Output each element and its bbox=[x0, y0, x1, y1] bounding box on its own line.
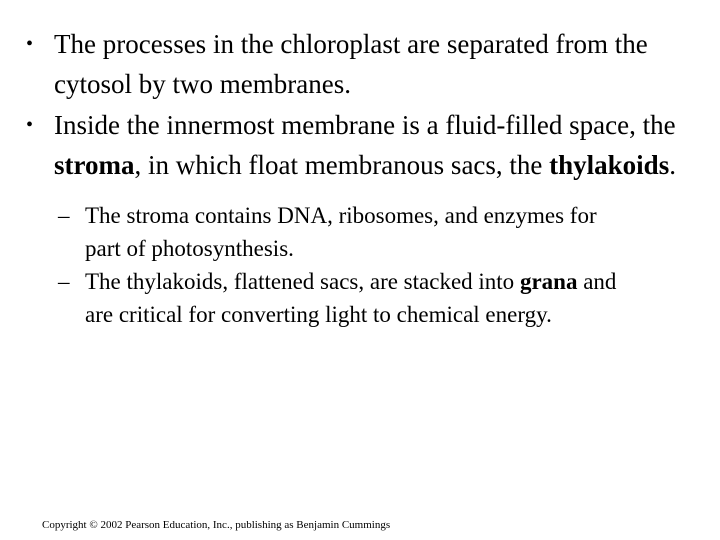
sub-bullet-text: The stroma contains DNA, ribosomes, and enzymes for part of photosynthesis. bbox=[85, 203, 597, 261]
bullet-marker: • bbox=[26, 114, 34, 136]
term-grana: grana bbox=[519, 269, 578, 294]
bullet-text: Inside the innermost membrane is a fluid-filled space, the bbox=[54, 110, 676, 140]
sub-bullet-marker: – bbox=[58, 269, 70, 294]
bullet-text: , in which float membranous sacs, the bbox=[134, 150, 550, 180]
bullet-marker: • bbox=[26, 33, 34, 55]
term-stroma: stroma bbox=[54, 150, 135, 180]
bullet-text: The processes in the chloroplast are separated from the cytosol by two membranes. bbox=[54, 29, 648, 99]
sub-bullet-item bbox=[0, 199, 625, 265]
copyright-footer: Copyright © 2002 Pearson Education, Inc., publishing as Benjamin Cummings bbox=[42, 519, 391, 531]
sub-bullet-marker: – bbox=[58, 203, 70, 228]
sub-bullet-list bbox=[0, 199, 700, 331]
sub-bullet-text: The thylakoids, flattened sacs, are stacked into bbox=[85, 269, 520, 294]
bullet-text: . bbox=[669, 150, 676, 180]
term-thylakoids: thylakoids bbox=[549, 150, 670, 180]
sub-bullet-item bbox=[0, 265, 625, 331]
bullet-item bbox=[0, 24, 700, 104]
sub-bullet-text: and are critical for converting light to chemical energy. bbox=[85, 269, 617, 327]
bullet-list bbox=[0, 24, 700, 331]
bullet-item bbox=[0, 105, 700, 185]
